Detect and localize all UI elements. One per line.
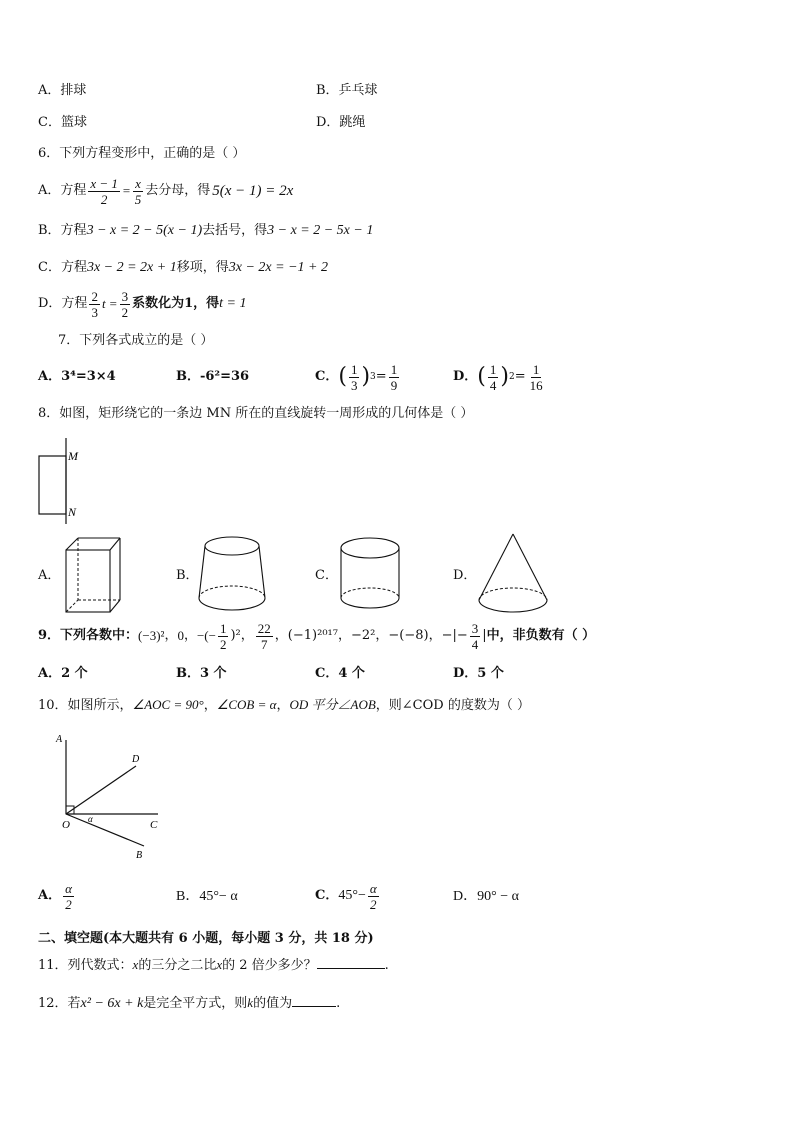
q11-answer-blank[interactable] <box>317 956 385 969</box>
q11-var-2: x <box>216 957 223 972</box>
q8-cone-icon <box>474 530 554 618</box>
q6-option-b <box>38 222 373 240</box>
q9-item-1: (−3)² <box>138 628 165 643</box>
q10-a-fraction: $\frac{\alpha}{2}$ <box>65 880 72 912</box>
q9-stem-suffix: 中，非负数有（ ） <box>486 628 596 643</box>
q10-a-label: A． <box>38 888 62 903</box>
q6-d-result: t = 1 <box>219 296 247 311</box>
q6-a-fraction-2: $\frac{x}{5}$ <box>134 175 142 207</box>
q11-prefix: 11．列代数式： <box>38 958 133 973</box>
q8-option-d: D． <box>453 568 477 583</box>
q7-d-paren-open: ( <box>477 364 486 389</box>
q9-item-8-post: | <box>482 628 487 643</box>
q10-label-alpha: α <box>88 814 93 824</box>
q12-end: . <box>336 996 341 1011</box>
q8-option-b: B． <box>176 568 199 583</box>
q6-b-prefix: B．方程 <box>38 223 87 238</box>
q9-item-8-pre: −|− <box>441 628 468 643</box>
q6-option-d <box>38 285 246 323</box>
q9-stem-prefix: 9．下列各数中： <box>38 628 139 643</box>
q6-option-a <box>38 172 293 210</box>
q11-var-1: x <box>132 957 139 972</box>
q9-item-3-pre: −(− <box>196 628 216 643</box>
q8-label-m: M <box>68 449 78 463</box>
q10-option-b: B．45°− α <box>176 889 238 904</box>
q9-item-6: −2² <box>350 628 376 643</box>
q10-c-fraction: $\frac{\alpha}{2}$ <box>369 880 377 912</box>
q6-b-result: 3 − x = 2 − 5x − 1 <box>267 223 374 238</box>
q10-angle-figure <box>50 728 180 864</box>
q8-cuboid-icon <box>60 534 124 618</box>
q8-frustum-icon <box>196 534 272 618</box>
q8-rectangle-figure <box>30 438 90 524</box>
q10-stem: 10．如图所示，∠AOC = 90°，∠COB = α，OD 平分∠AOB，则∠COD 的度数为（ ） <box>38 697 530 713</box>
q9-item-7: −(−8) <box>388 628 429 643</box>
q6-d-fraction-1: $\frac{2}{3}$ <box>91 288 98 320</box>
q12-var: k <box>247 995 254 1010</box>
q6-d-t: t = <box>101 296 118 311</box>
q7-c-fraction: $\frac{1}{3}$ <box>350 361 358 393</box>
q11-text-2: 的 2 倍少多少？ <box>222 958 317 973</box>
q6-stem: 6．下列方程变形中，正确的是（ ） <box>38 146 246 161</box>
q7-d-exponent: 2 <box>508 372 515 382</box>
q9-item-3-fraction: $\frac{1}{2}$ <box>219 620 227 652</box>
q6-c-equation: 3x − 2 = 2x + 1 <box>86 260 177 275</box>
q7-d-paren-close: ) <box>500 364 509 389</box>
q10-c-prefix: 45°− <box>338 888 366 903</box>
q10-option-c <box>315 876 381 916</box>
q9-option-a: A．2 个 <box>38 666 88 681</box>
q7-c-label: C． <box>315 369 339 384</box>
q11-text-1: 的三分之二比 <box>138 958 217 973</box>
q12-prefix: 12．若 <box>38 996 81 1011</box>
q9-item-5: (−1)²⁰¹⁷ <box>287 628 338 643</box>
q9-option-c: C．4 个 <box>315 666 365 681</box>
q12 <box>38 994 340 1013</box>
q11 <box>38 956 389 975</box>
q8-option-c: C． <box>315 568 338 583</box>
q7-option-c: C． ( $\frac{1}{3}$ ) 3 = $\frac{1}{9}$ <box>315 361 398 393</box>
q7-c-paren-open: ( <box>338 364 347 389</box>
q12-text-2: 的值为 <box>253 996 293 1011</box>
q6-a-equals: = <box>121 183 131 198</box>
q10-option-d: D．90° − α <box>453 889 519 904</box>
q12-text: 是完全平方式，则 <box>143 996 248 1011</box>
q10-label-a: A <box>56 734 63 745</box>
q10-condition-1: ∠AOC = 90° <box>132 697 204 712</box>
q12-answer-blank[interactable] <box>292 994 336 1007</box>
q10-stem-suffix: ，则∠COD 的度数为（ ） <box>375 698 530 713</box>
q10-label-d: D <box>132 754 140 765</box>
q8-option-a: A． <box>38 568 61 583</box>
q5-option-c: C．篮球 <box>38 115 87 130</box>
q9-item-2: 0 <box>177 628 184 643</box>
q10-condition-2: ∠COB = α <box>216 697 277 712</box>
q6-c-text: 移项，得 <box>176 260 229 275</box>
q10-condition-3: OD 平分∠AOB <box>289 697 376 712</box>
q10-stem-prefix: 10．如图所示， <box>38 698 133 713</box>
q5-option-a: A．排球 <box>38 83 87 98</box>
q8-stem: 8．如图，矩形绕它的一条边 MN 所在的直线旋转一周形成的几何体是（ ） <box>38 406 474 421</box>
q6-a-result: 5(x − 1) = 2x <box>212 183 294 199</box>
q6-a-fraction-1: $\frac{x - 1}{2}$ <box>90 175 118 207</box>
q6-d-fraction-2: $\frac{3}{2}$ <box>121 288 129 320</box>
q9-stem: 9．下列各数中： (−3)² ， 0 ， −(− $\frac{1}{2}$ )² ， $\frac{22}{7}$ ， (−1)²⁰¹⁷ ， −2² ， −(−8) ， −|− $\frac{3}{4}$ | 中，非负数有（ ） <box>38 620 596 652</box>
q9-item-3-post: )² <box>230 628 241 643</box>
q6-c-prefix: C．方程 <box>38 260 87 275</box>
q5-option-d: D．跳绳 <box>316 115 366 130</box>
q7-c-exponent: 3 <box>370 372 376 382</box>
q11-end: . <box>384 958 389 973</box>
q7-option-b: B．-6²=36 <box>176 369 250 384</box>
q7-d-result: $\frac{1}{16}$ <box>529 361 543 393</box>
q7-option-d: D． ( $\frac{1}{4}$ ) 2 = $\frac{1}{16}$ <box>453 361 543 393</box>
q10-option-a <box>38 876 76 916</box>
q12-expression: x² − 6x + k <box>80 996 144 1011</box>
q7-d-label: D． <box>453 369 478 384</box>
q7-c-result: $\frac{1}{9}$ <box>390 361 398 393</box>
q9-option-b: B．3 个 <box>176 666 227 681</box>
q6-d-text: 系数化为1，得 <box>132 296 220 311</box>
q6-b-text: 去括号，得 <box>202 223 268 238</box>
q10-label-o: O <box>62 819 70 831</box>
q9-item-8-fraction: $\frac{3}{4}$ <box>471 620 479 652</box>
q6-c-result: 3x − 2x = −1 + 2 <box>228 260 328 275</box>
q10-label-c: C <box>150 819 158 831</box>
q7-option-a: A．3⁴=3×4 <box>38 369 116 384</box>
q9-option-d: D．5 个 <box>453 666 504 681</box>
q6-b-equation: 3 − x = 2 − 5(x − 1) <box>86 223 203 238</box>
q10-c-label: C． <box>315 888 339 903</box>
q6-a-prefix: A．方程 <box>38 183 87 198</box>
q7-stem: 7．下列各式成立的是（ ） <box>58 333 214 348</box>
q5-option-b: B．乒乓球 <box>316 83 378 98</box>
q6-d-prefix: D．方程 <box>38 296 88 311</box>
q8-cylinder-icon <box>336 534 406 618</box>
q8-label-n: N <box>68 505 77 519</box>
q9-item-4-fraction: $\frac{22}{7}$ <box>257 620 271 652</box>
q6-a-text: 去分母，得 <box>145 183 211 198</box>
q6-option-c <box>38 259 328 277</box>
section-2-heading: 二、填空题(本大题共有 6 小题，每小题 3 分，共 18 分) <box>38 931 374 946</box>
q7-c-paren-close: ) <box>361 364 371 389</box>
q7-d-fraction: $\frac{1}{4}$ <box>489 361 497 393</box>
q10-label-b: B <box>136 850 143 861</box>
